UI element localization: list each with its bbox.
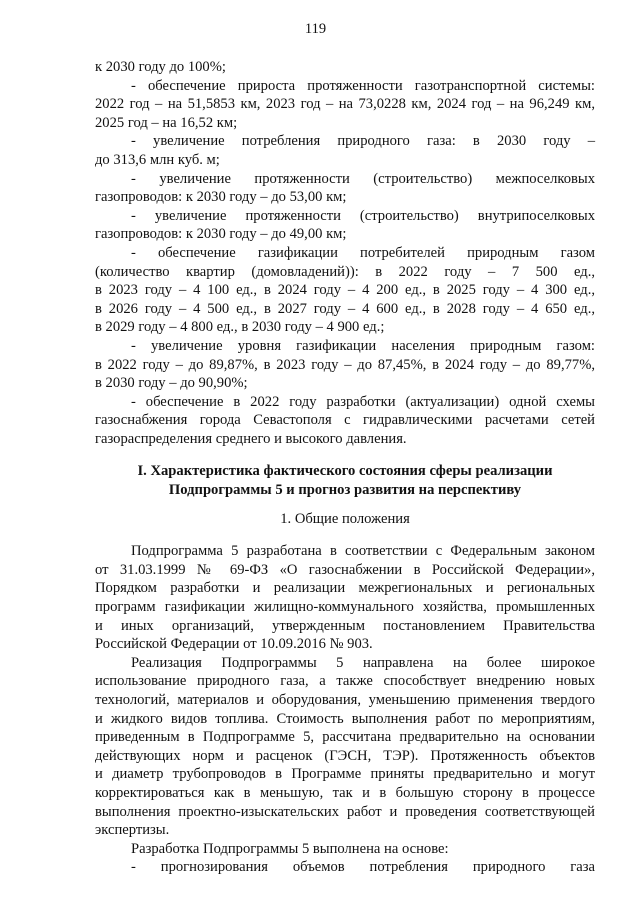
document-body	[95, 58, 595, 877]
text-line: в 2026 году – 4 500 ед., в 2027 году – 4 600 ед., в 2028 году – 4 650 ед.,	[95, 300, 595, 317]
text-line: 2022 год – на 51,5853 км, 2023 год – на 73,0228 км, 2024 год – на 96,249 км,	[95, 96, 595, 113]
text-line: газопроводов: к 2030 году – до 53,00 км;	[95, 189, 347, 206]
text-line: в 2022 году – до 89,87%, в 2023 году – до 87,45%, в 2024 году – до 89,77%,	[95, 356, 595, 373]
text-line: выполнения проектно-изыскательских работ и проведения соответствующей	[95, 803, 595, 820]
paragraph-start: Подпрограмма 5 разработана в соответствии с Федеральным законом	[131, 543, 595, 560]
text-line: до 313,6 млн куб. м;	[95, 151, 220, 168]
text-line: газоснабжения города Севастополя с гидравлическими расчетами сетей	[95, 412, 595, 429]
text-line: газопроводов: к 2030 году – до 49,00 км;	[95, 226, 347, 243]
section-heading: Подпрограммы 5 и прогноз развития на перспективу	[168, 482, 522, 499]
section-heading: I. Характеристика фактического состояния сферы реализации	[137, 463, 553, 480]
text-line: действующих норм и расценок (ГЭСН, ТЭР). Протяженность объектов	[95, 747, 595, 764]
list-item-gasification-level: - увеличение уровня газификации населения природным газом:	[131, 337, 595, 354]
text-line: (количество квартир (домовладений)): в 2022 году – 7 500 ед.,	[95, 263, 595, 280]
text-line: Порядком разработки и реализации межрегиональных и региональных	[95, 580, 595, 597]
text-line: в 2030 году – до 90,90%;	[95, 375, 248, 392]
text-line: экспертизы.	[95, 822, 170, 839]
text-line: от 31.03.1999 № 69-ФЗ «О газоснабжении в Российской Федерации»,	[95, 561, 595, 578]
list-item-inter-settlement-pipelines: - увеличение протяженности (строительство) межпоселковых	[131, 170, 595, 187]
list-item-forecasting: - прогнозирования объемов потребления природного газа	[131, 859, 595, 876]
list-item-gas-supply-scheme: - обеспечение в 2022 году разработки (актуализации) одной схемы	[131, 393, 595, 410]
spacer	[95, 448, 595, 462]
list-item-gas-consumption: - увеличение потребления природного газа: в 2030 году –	[131, 133, 595, 150]
list-item-consumer-gasification: - обеспечение газификации потребителей природным газом	[131, 244, 595, 261]
list-item-intra-settlement-pipelines: - увеличение протяженности (строительство) внутрипоселковых	[131, 207, 595, 224]
paragraph-start: Реализация Подпрограммы 5 направлена на более широкое	[131, 654, 595, 671]
text-line: 2025 год – на 16,52 км;	[95, 114, 238, 131]
paragraph-start: Разработка Подпрограммы 5 выполнена на основе:	[131, 840, 449, 857]
text-line: использование природного газа, а также способствует внедрению новых	[95, 673, 595, 690]
text-line: к 2030 году до 100%;	[95, 59, 226, 75]
page-number: 119	[304, 21, 327, 37]
spacer	[95, 500, 595, 510]
subsection-heading: 1. Общие положения	[280, 510, 410, 527]
text-line: корректироваться как в меньшую, так и в большую сторону в процессе	[95, 784, 595, 801]
text-line: приведенным в Подпрограмме 5, рассчитана предварительно на основании	[95, 729, 595, 746]
spacer	[95, 528, 595, 542]
text-line: Российской Федерации от 10.09.2016 № 903.	[95, 636, 373, 653]
text-line: и диаметр трубопроводов в Программе приняты предварительно и могут	[95, 766, 595, 783]
text-line: и иных организаций, утвержденным постановлением Правительства	[95, 617, 595, 634]
text-line: и жидкого видов топлива. Стоимость выполнения работ по мероприятиям,	[95, 710, 595, 727]
text-line: в 2023 году – 4 100 ед., в 2024 году – 4 200 ед., в 2025 году – 4 300 ед.,	[95, 282, 595, 299]
text-line: программ газификации жилищно-коммунального хозяйства, промышленных	[95, 599, 595, 616]
list-item-pipeline-growth: - обеспечение прироста протяженности газотранспортной системы:	[131, 77, 595, 94]
text-line: технологий, материалов и оборудования, уменьшению применения твердого	[95, 692, 595, 708]
text-line: газораспределения среднего и высокого давления.	[95, 430, 407, 447]
text-line: в 2029 году – 4 800 ед., в 2030 году – 4 900 ед.;	[95, 319, 385, 336]
